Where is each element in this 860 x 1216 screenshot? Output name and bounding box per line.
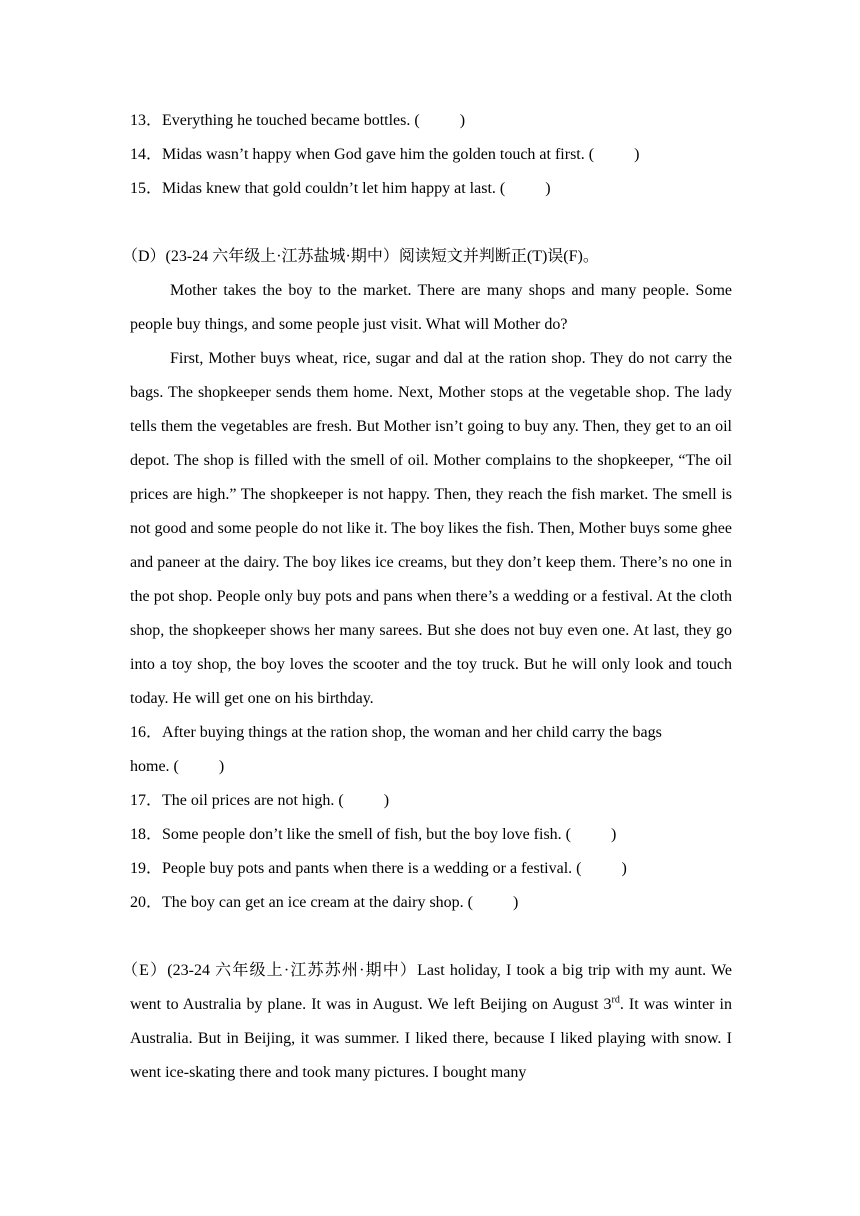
question-text: The oil prices are not high. ( — [162, 792, 344, 809]
question-text: Everything he touched became bottles. ( — [162, 112, 420, 129]
question-number: 17． — [130, 792, 163, 809]
close-paren: ) — [459, 112, 466, 129]
question-16-continued — [130, 750, 732, 784]
question-19 — [130, 852, 732, 886]
spacer — [130, 206, 732, 240]
question-number: 16． — [130, 724, 163, 741]
question-number: 18． — [130, 826, 163, 843]
question-text: Midas wasn’t happy when God gave him the golden touch at first. ( — [162, 146, 595, 163]
close-paren: ) — [383, 792, 390, 809]
question-number: 15． — [130, 180, 163, 197]
close-paren: ) — [513, 894, 519, 911]
close-paren: ) — [634, 146, 640, 163]
section-e-text-b: . It was winter in Australia. But in Beijing, it was summer. I liked there, because I liked playing with snow. I went ice-skating there and took many pictures. I bought many — [130, 996, 732, 1081]
answer-blank[interactable] — [179, 750, 219, 784]
answer-blank[interactable] — [581, 852, 621, 886]
question-number: 14． — [130, 146, 163, 163]
section-d-paragraph-2: First, Mother buys wheat, rice, sugar and dal at the ration shop. They do not carry the bags. The shopkeeper sends them home. Next, Mother stops at the vegetable shop. The lady tells them the vegetables are fresh. But Mother isn’t going to buy any. Then, they get to an oil depot. The shop is filled with the smell of oil. Mother complains to the shopkeeper, “The oil prices are high.” The shopkeeper is not happy. Then, they reach the fish market. The smell is not good and some people do not like it. The boy likes the fish. Then, Mother buys some ghee and paneer at the dairy. The boy likes ice creams, but they don’t keep them. There’s no one in the pot shop. People only buy pots and pans when there’s a wedding or a festival. At the cloth shop, the shopkeeper shows her many sarees. But she does not buy even one. At last, they go into a toy shop, the boy loves the scooter and the toy truck. But he will only look and touch today. He will get one on his birthday. — [130, 350, 732, 707]
question-text: People buy pots and pants when there is a wedding or a festival. ( — [162, 860, 582, 877]
document-page — [122, 104, 732, 1090]
question-13 — [130, 104, 732, 138]
answer-blank[interactable] — [505, 172, 545, 206]
question-20 — [130, 886, 732, 920]
question-18 — [130, 818, 732, 852]
question-number: 13． — [130, 112, 163, 129]
answer-blank[interactable] — [473, 886, 513, 920]
close-paren: ) — [218, 758, 225, 775]
question-14 — [130, 138, 732, 172]
close-paren: ) — [545, 180, 551, 197]
question-16 — [130, 716, 732, 750]
close-paren: ) — [611, 826, 617, 843]
question-text: The boy can get an ice cream at the dairy shop. ( — [162, 894, 473, 911]
section-d-heading: （D）(23-24 六年级上·江苏盐城·期中）阅读短文并判断正(T)误(F)。 — [122, 248, 599, 265]
question-15 — [130, 172, 732, 206]
question-text: Some people don’t like the smell of fish, but the boy love fish. ( — [162, 826, 571, 843]
question-number: 20． — [130, 894, 163, 911]
section-e-text-a: Last holiday, I took a big trip with my aunt. We went to Australia by plane. It was in August. We left Beijing on August 3 — [130, 962, 732, 1013]
question-17 — [130, 784, 732, 818]
ordinal-suffix: rd — [611, 994, 620, 1006]
close-paren: ) — [621, 860, 627, 877]
question-text-line1: After buying things at the ration shop, the woman and her child carry the bags — [162, 724, 662, 741]
answer-blank[interactable] — [571, 818, 611, 852]
question-text-line2: home. ( — [130, 758, 179, 775]
section-e-heading: （E）(23-24 六年级上·江苏苏州·期中） — [122, 962, 418, 979]
answer-blank[interactable] — [594, 138, 634, 172]
section-e-paragraph — [122, 954, 732, 1090]
section-d-paragraph-1: Mother takes the boy to the market. There are many shops and many people. Some people buy things, and some people just visit. What will Mother do? — [130, 282, 732, 333]
question-number: 19． — [130, 860, 163, 877]
answer-blank[interactable] — [344, 784, 384, 818]
answer-blank[interactable] — [420, 104, 460, 138]
question-text: Midas knew that gold couldn’t let him happy at last. ( — [162, 180, 506, 197]
spacer — [130, 920, 732, 954]
